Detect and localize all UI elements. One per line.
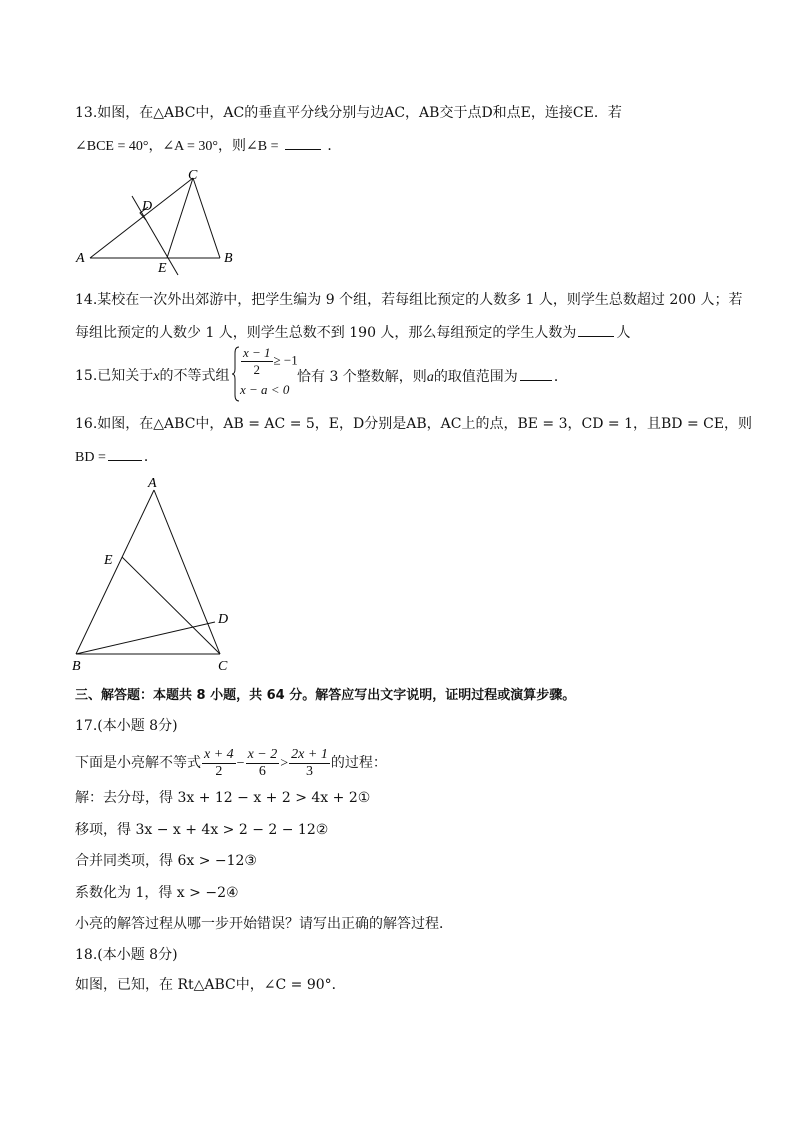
fig16-label-B: B: [72, 659, 81, 674]
q15-suffix-b: 的取值范围为: [433, 369, 518, 385]
q13-given: ∠BCE = 40°，∠A = 30°，则∠B =: [75, 139, 279, 154]
fig13-side-CB: [193, 178, 220, 258]
q18-text: 如图，已知，在 Rt△ABC中，∠C = 90°．: [75, 977, 346, 993]
q17-step4: 系数化为 1，得 x > −2④: [75, 885, 239, 901]
q16-end: ．: [143, 449, 158, 465]
section3-heading: 三、解答题：本题共 8 小题，共 64 分。解答应写出文字说明，证明过程或演算步骤。: [75, 688, 576, 703]
fig13-label-C: C: [188, 168, 198, 183]
q15-suffix-line: [297, 366, 568, 388]
q13-end: ．: [327, 138, 342, 154]
q14-line1: 14.某校在一次外出郊游中，把学生编为 9 个组，若每组比预定的人数多 1 人，则学生总数超过 200 人；若: [75, 292, 743, 308]
fig16-label-E: E: [104, 553, 113, 568]
q17-step3: 合并同类项，得 6x > −12③: [75, 853, 257, 869]
q13-answer-blank[interactable]: [285, 135, 321, 150]
q14-end: 人: [616, 325, 631, 341]
q13-line2: [75, 135, 341, 157]
q15-prefix: 15.已知关于: [75, 368, 154, 384]
q17-step1: 解：去分母，得 3x + 12 − x + 2 > 4x + 2①: [75, 790, 371, 806]
q17-minus: −: [236, 756, 245, 771]
q15-var-x: x: [153, 369, 160, 384]
q17-header: 17.(本小题 8分): [75, 718, 178, 734]
q14-answer-blank[interactable]: [578, 322, 614, 337]
figure-q13: [70, 168, 250, 278]
q15-suffix-a: 恰有 3 个整数解，则: [297, 369, 427, 385]
q15-ineq1-num: x − 1: [243, 345, 271, 360]
fig13-label-E: E: [158, 261, 167, 276]
q17-frac1-den: 2: [215, 763, 223, 779]
fig16-segment-BD: [76, 622, 215, 654]
fig16-label-A: A: [148, 476, 157, 491]
fig16-label-C: C: [218, 659, 228, 674]
q15-end: ．: [553, 369, 568, 385]
q15-ineq1-den: 2: [253, 362, 261, 377]
q15-line: [75, 366, 229, 387]
q15-ineq2: x − a < 0: [240, 382, 290, 397]
q17-frac3-num: 2x + 1: [291, 746, 328, 762]
fig16-label-D: D: [218, 612, 229, 627]
q14-text: 每组比预定的人数少 1 人，则学生总数不到 190 人，那么每组预定的学生人数为: [75, 325, 577, 341]
fig16-side-AB: [76, 490, 154, 654]
q17-intro-a: 下面是小亮解不等式: [75, 755, 201, 771]
q17-intro-b: 的过程：: [330, 755, 387, 771]
q15-mid: 的不等式组: [159, 368, 230, 384]
q16-line1: 16.如图，在△ABC中，AB = AC = 5，E，D分别是AB，AC上的点，BE = 3，CD = 1，且BD = CE，则: [75, 416, 753, 432]
fig13-label-D: D: [142, 199, 153, 214]
q17-step2: 移项，得 3x − x + 4x > 2 − 2 − 12②: [75, 822, 329, 838]
q16-answer-blank[interactable]: [108, 446, 142, 461]
q15-system: [240, 345, 298, 398]
q17-frac1-num: x + 4: [204, 746, 234, 762]
q14-line2: [75, 322, 630, 343]
q17-frac3-den: 3: [305, 763, 313, 779]
fig13-side-AC: [90, 178, 193, 258]
q17-frac2-num: x − 2: [247, 746, 278, 762]
fig16-segment-CE: [122, 557, 220, 654]
q16-line2: [75, 446, 158, 468]
q17-intro: [75, 745, 387, 782]
fig13-label-B: B: [224, 251, 233, 266]
q17-frac2-den: 6: [258, 763, 266, 779]
q15-answer-blank[interactable]: [520, 366, 552, 381]
fig13-segment-CE: [167, 178, 193, 258]
figure-q16: [66, 472, 246, 677]
q15-var-a: a: [426, 370, 434, 385]
q13-line1: 13.如图，在△ABC中，AC的垂直平分线分别与边AC，AB交于点D和点E，连接CE．若: [75, 105, 622, 121]
fig13-label-A: A: [76, 251, 85, 266]
q15-ineq1: [240, 345, 298, 378]
fig16-side-AC: [154, 490, 220, 654]
q17-question: 小亮的解答过程从哪一步开始错误？请写出正确的解答过程．: [75, 916, 453, 932]
q15-ineq1-rel: ≥ −1: [273, 352, 298, 368]
q16-bd: BD =: [75, 450, 106, 465]
q18-header: 18.(本小题 8分): [75, 947, 178, 963]
q17-gt: >: [280, 756, 289, 771]
